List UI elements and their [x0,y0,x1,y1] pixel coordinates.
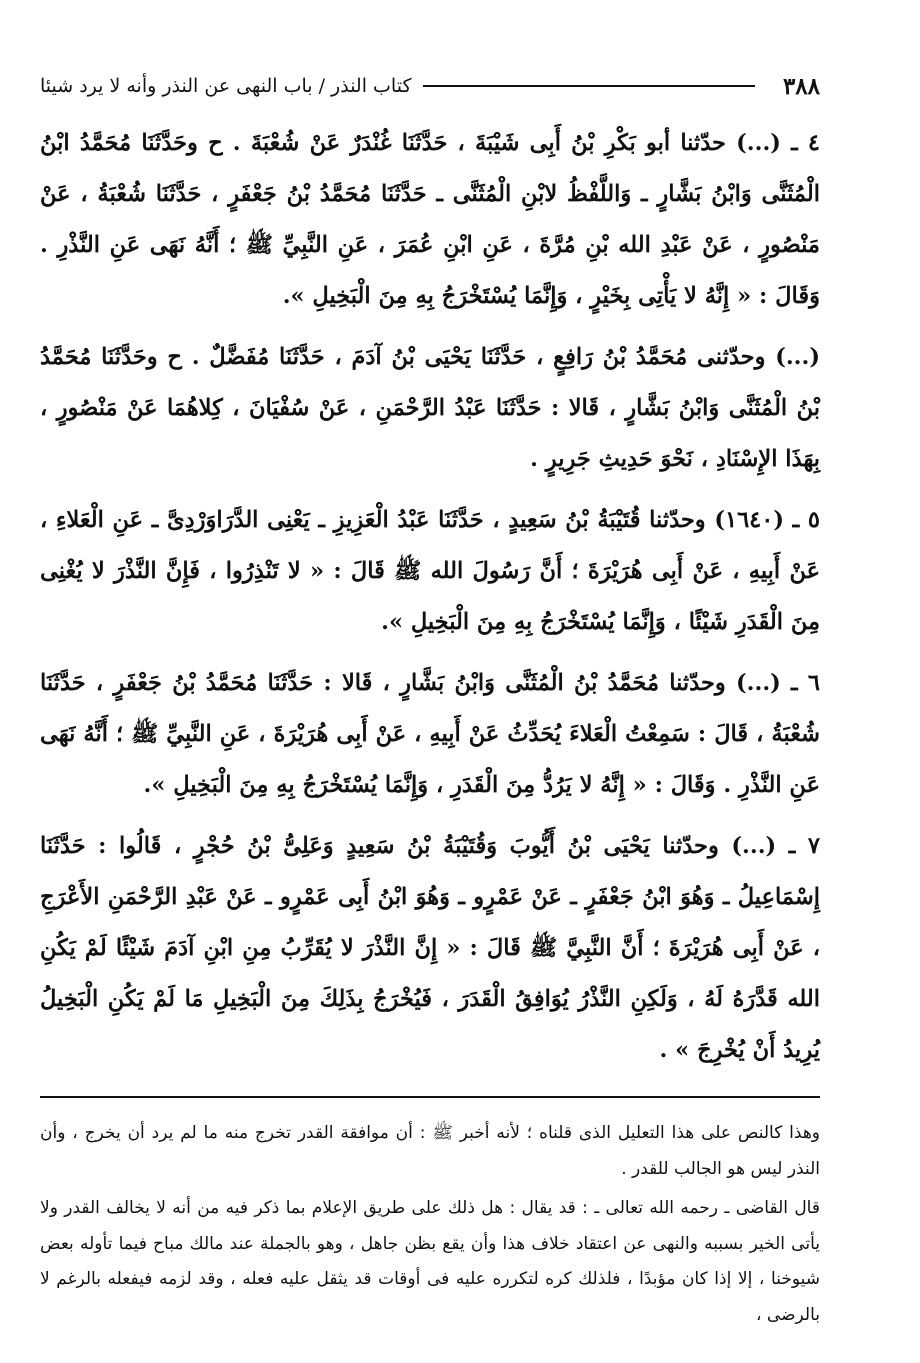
hadith-paragraph-6: ٦ ـ (...) وحدّثنا مُحَمَّدُ بْنُ الْمُثَنَّى وَابْنُ بَشَّارٍ ، قَالا : حَدَّثَنَا مُحَمَّدُ بْنُ جَعْفَرٍ ، حَدَّثَنَا شُعْبَةُ ، قَالَ : سَمِعْتُ الْعَلاءَ يُحَدِّثُ عَنْ أَبِيهِ ، عَنْ أَبِى هُرَيْرَةَ ، عَنِ النَّبِيِّ ﷺ ؛ أَنَّهُ نَهَى عَنِ النَّذْرِ . وَقَالَ : « إِنَّهُ لا يَرُدُّ مِنَ الْقَدَرِ ، وَإِنَّمَا يُسْتَخْرَجُ بِهِ مِنَ الْبَخِيلِ ». [40,670,820,798]
hadith-paragraph-4: ٤ ـ (...) حدّثنا أبو بَكْرِ بْنُ أَبِى شَيْبَةَ ، حَدَّثَنَا غُنْدَرٌ عَنْ شُعْبَةَ . ح وحَدَّثَنَا مُحَمَّدُ ابْنُ الْمُثَنَّى وَابْنُ بَشَّارٍ ـ وَاللَّفْظُ لابْنِ الْمُثَنَّى ـ حَدَّثَنَا مُحَمَّدُ بْنُ جَعْفَرٍ ، حَدَّثَنَا شُعْبَةُ ، عَنْ مَنْصُورٍ ، عَنْ عَبْدِ الله بْنِ مُرَّةَ ، عَنِ ابْنِ عُمَرَ ، عَنِ النَّبِيِّ ﷺ ؛ أَنَّهُ نَهَى عَنِ النَّذْرِ . وَقَالَ : « إِنَّهُ لا يَأْتِى بِخَيْرٍ ، وَإِنَّمَا يُسْتَخْرَجُ بِهِ مِنَ الْبَخِيلِ ». [40,130,820,309]
page-number: ٣٨٨ [782,72,820,100]
hadith-paragraph-5: ٥ ـ (١٦٤٠) وحدّثنا قُتَيْبَةُ بْنُ سَعِيدٍ ، حَدَّثَنَا عَبْدُ الْعَزِيزِ ـ يَعْنِى الدَّرَاوَرْدِىَّ ـ عَنِ الْعَلاءِ ، عَنْ أَبِيهِ ، عَنْ أَبِى هُرَيْرَةَ ؛ أَنَّ رَسُولَ الله ﷺ قَالَ : « لا تَنْذِرُوا ، فَإِنَّ النَّذْرَ لا يُغْنِى مِنَ الْقَدَرِ شَيْئًا ، وَإِنَّمَا يُسْتَخْرَجُ بِهِ مِنَ الْبَخِيلِ ». [40,507,820,635]
hadith-paragraph-4b: (...) وحدّثنى مُحَمَّدُ بْنُ رَافِعٍ ، حَدَّثَنَا يَحْيَى بْنُ آدَمَ ، حَدَّثَنَا مُفَضَّلٌ . ح وحَدَّثَنَا مُحَمَّدُ بْنُ الْمُثَنَّى وَابْنُ بَشَّارٍ ، قَالا : حَدَّثَنَا عَبْدُ الرَّحْمَنِ ، عَنْ سُفْيَانَ ، كِلاهُمَا عَنْ مَنْصُورٍ ، بِهَذَا الإِسْنَادِ ، نَحْوَ حَدِيثِ جَرِيرٍ . [40,344,820,472]
footnote-paragraph: وهذا كالنص على هذا التعليل الذى قلناه ؛ لأنه أخبر ﷺ : أن موافقة القدر تخرج منه ما لم يرد أن يخرج ، وأن النذر ليس هو الجالب للقدر . [40,1123,820,1179]
header-rule [423,85,754,87]
hadith-body [40,118,820,1080]
footnote-paragraph: قال القاضى ـ رحمه الله تعالى ـ : قد يقال : هل ذلك على طريق الإعلام بما ذكر فيه من أنه لا يخالف القدر ولا يأتى الخير بسببه والنهى عن اعتقاد خلاف هذا وأن يقع بظن جاهل ، وهو بالجملة عند مالك مباح فيما تأوله بعض شيوخنا ، إلا إذا كان مؤبدًا ، فلذلك كره لتكرره عليه فى أوقات قد يثقل عليه فعله ، وقد لزمه فيفعله بالرغم لا بالرضى ، [40,1198,820,1325]
footnote-separator [40,1096,820,1098]
running-header [40,66,820,106]
hadith-paragraph-7: ٧ ـ (...) وحدّثنا يَحْيَى بْنُ أَيُّوبَ وَقُتَيْبَةُ بْنُ سَعِيدٍ وَعَلِىُّ بْنُ حُجْرٍ ، قَالُوا : حَدَّثَنَا إِسْمَاعِيلُ ـ وَهُوَ ابْنُ جَعْفَرٍ ـ عَنْ عَمْرٍو ـ وَهُوَ ابْنُ أَبِى عَمْرٍو ـ عَنْ عَبْدِ الرَّحْمَنِ الأَعْرَجِ ، عَنْ أَبِى هُرَيْرَةَ ؛ أَنَّ النَّبِيَّ ﷺ قَالَ : « إِنَّ النَّذْرَ لا يُقَرِّبُ مِنِ ابْنِ آدَمَ شَيْئًا لَمْ يَكُنِ الله قَدَّرَهُ لَهُ ، وَلَكِنِ النَّذْرُ يُوَافِقُ الْقَدَرَ ، فَيُخْرَجُ بِذَلِكَ مِنَ الْبَخِيلِ مَا لَمْ يَكُنِ الْبَخِيلُ يُرِيدُ أَنْ يُخْرِجَ » . [40,833,820,1063]
commentary-footnotes [40,1116,820,1333]
chapter-title: كتاب النذر / باب النهى عن النذر وأنه لا يرد شيئا [40,75,412,97]
